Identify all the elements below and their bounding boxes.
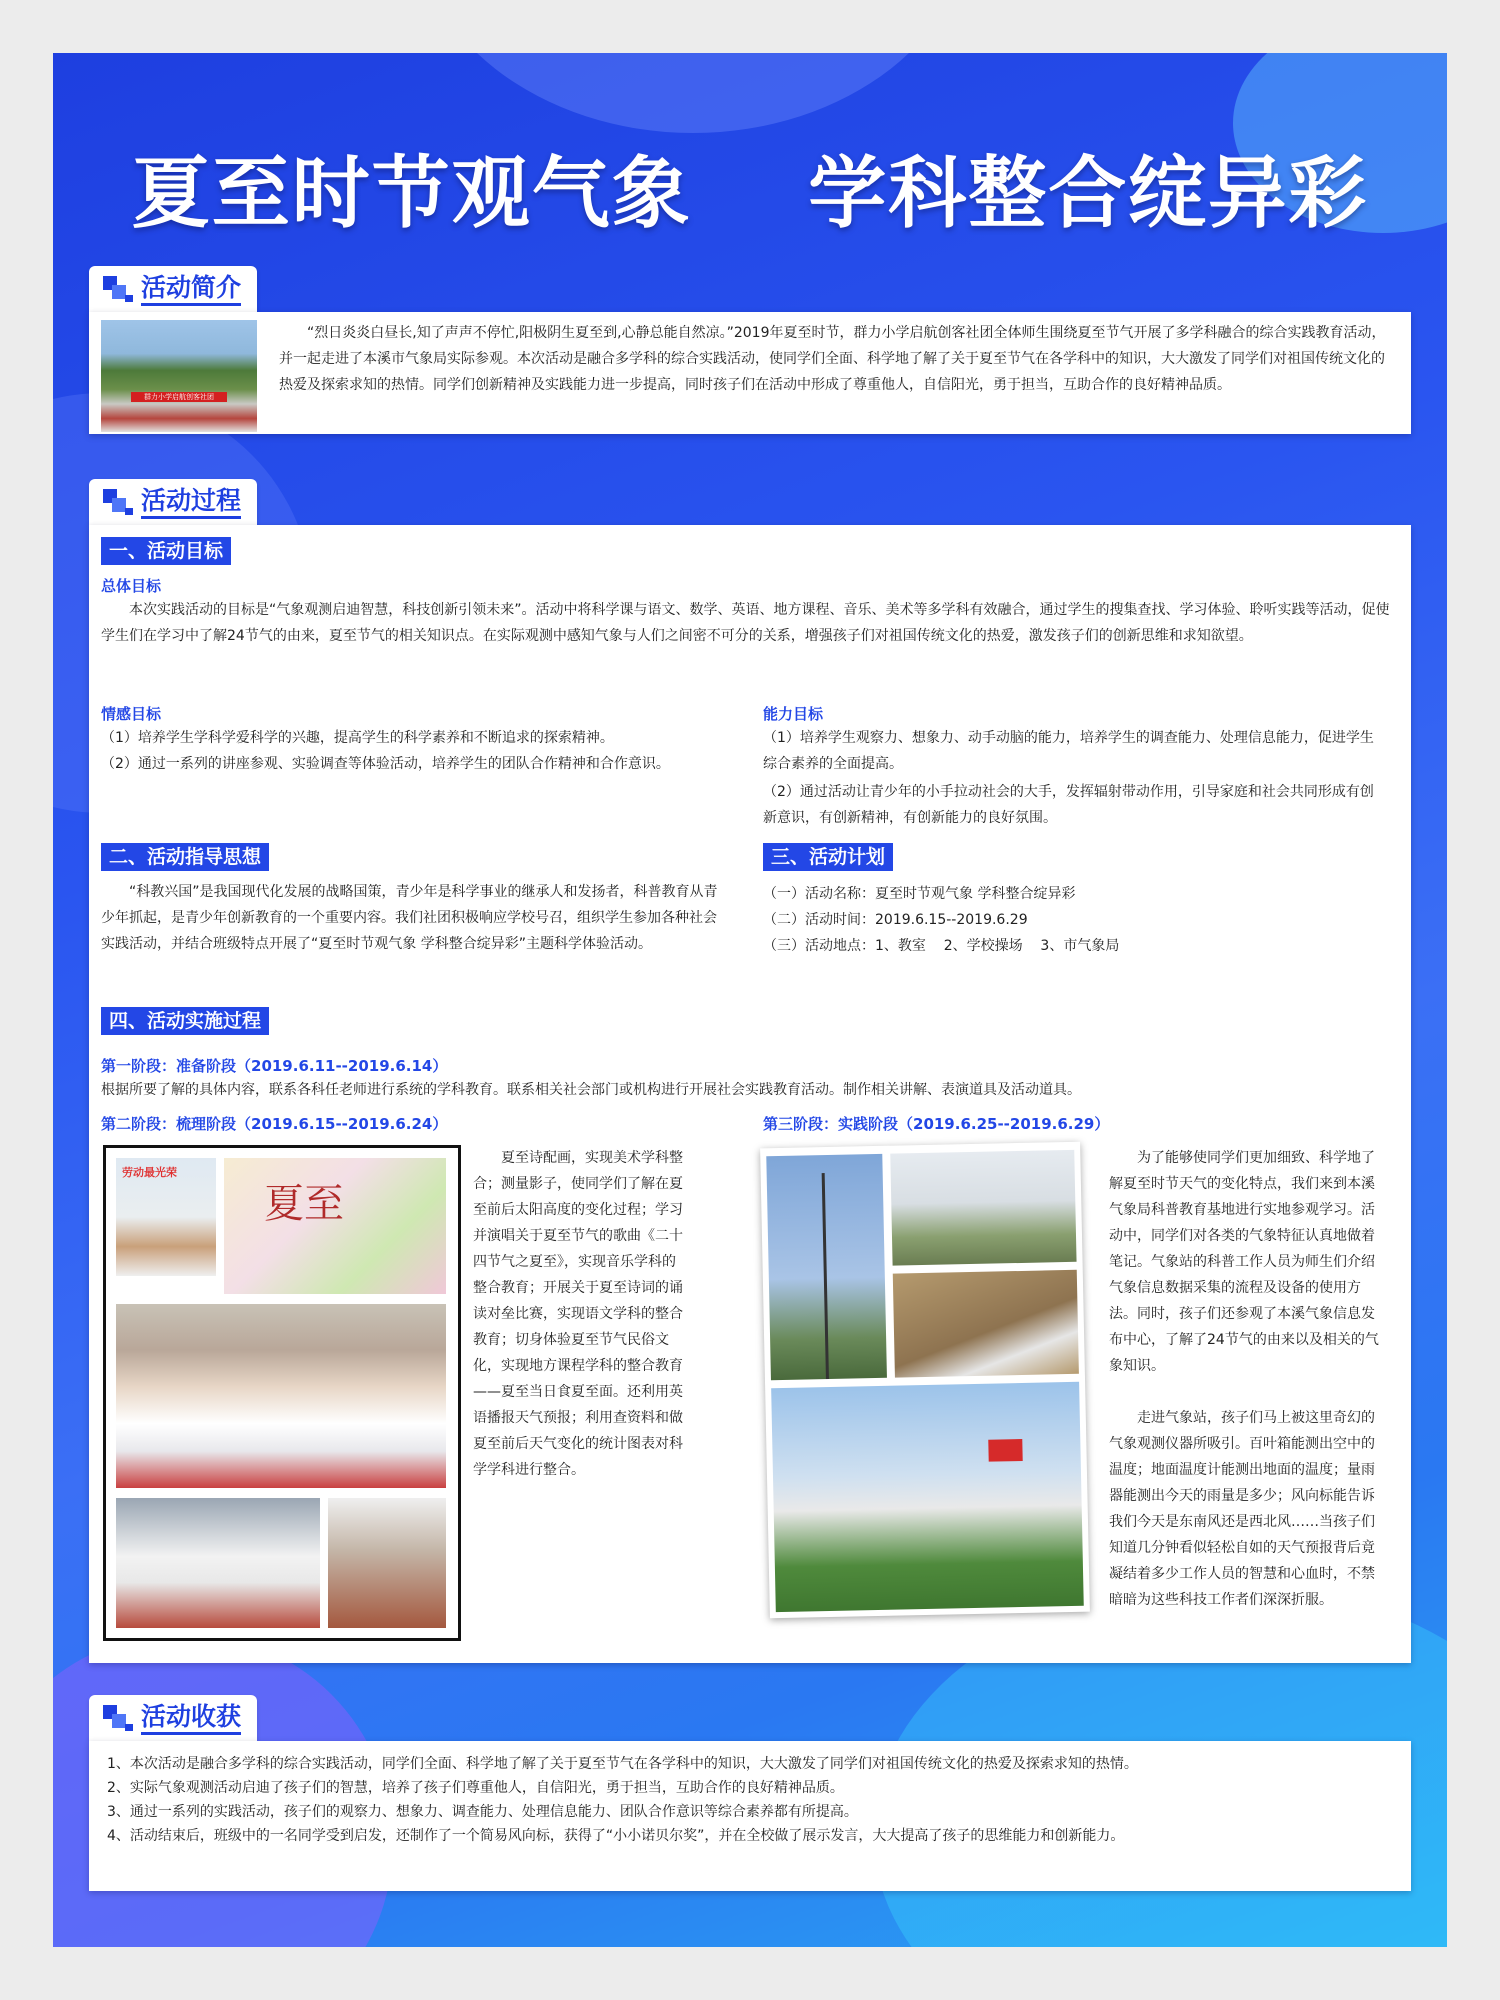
guide-heading: 二、活动指导思想 [101, 843, 269, 871]
process-card [89, 525, 1411, 1663]
plan-heading: 三、活动计划 [763, 843, 893, 871]
stage2-photo-poem-drawing [224, 1158, 446, 1294]
implement-heading: 四、活动实施过程 [101, 1007, 269, 1035]
intro-photo [101, 320, 257, 432]
stage2-photo-collage [103, 1145, 461, 1641]
process-tab [89, 479, 257, 525]
stage3-text-1: 为了能够使同学们更加细致、科学地了解夏至时节天气的变化特点，我们来到本溪气象局科普教育基地进行实地参观学习。活动中，同学们对各类的气象特征认真地做着笔记。气象站的科普工作人员为师生们介绍气象信息数据采集的流程及设备的使用方法。同时，孩子们还参观了本溪气象信息发布中心，了解了24节气的由来以及相关的气象知识。 [1109, 1150, 1379, 1374]
stage3-photo-field-visit [771, 1382, 1084, 1612]
plan-item-1: （一）活动名称：夏至时节观气象 学科整合绽异彩 [763, 886, 1076, 902]
stage2-photo-students [116, 1304, 446, 1488]
stage3-label: 第三阶段：实践阶段（2019.6.25--2019.6.29） [763, 1115, 1110, 1133]
harvest-item-2: 2、实际气象观测活动启迪了孩子们的智慧，培养了孩子们尊重他人，自信阳光，勇于担当，互助合作的良好精神品质。 [107, 1780, 844, 1796]
stage2-photo-song [116, 1158, 216, 1276]
red-flag [988, 1439, 1022, 1462]
ability-goal-item-1: （1）培养学生观察力、想象力、动手动脑的能力，培养学生的调查能力、处理信息能力，促进学生综合素养的全面提高。 [763, 730, 1374, 772]
overall-goal-text: 本次实践活动的目标是“气象观测启迪智慧，科技创新引领未来”。活动中将科学课与语文、数学、英语、地方课程、音乐、美术等多学科有效融合，通过学生的搜集查找、学习体验、聆听实践等活动，促使学生们在学习中了解24节气的由来，夏至节气的相关知识点。在实际观测中感知气象与人们之间密不可分的关系，增强孩子们对祖国传统文化的热爱，激发孩子们的创新思维和求知欲望。 [101, 602, 1390, 644]
stage3-photo-thermometer [893, 1270, 1079, 1378]
stage3-text-2: 走进气象站，孩子们马上被这里奇幻的气象观测仪器所吸引。百叶箱能测出空中的温度；地面温度计能测出地面的温度；量雨器能测出今天的雨量是多少；风向标能告诉我们今天是东南风还是西北风……当孩子们知道几分钟看似轻松自如的天气预报背后竟凝结着多少工作人员的智慧和心血时，不禁暗暗为这些科技工作者们深深折服。 [1109, 1410, 1375, 1608]
stage3-photo-collage [760, 1142, 1090, 1619]
intro-card [89, 312, 1411, 434]
stage2-photo-ground [328, 1498, 446, 1628]
emotion-goal-item-1: （1）培养学生学科学爱科学的兴趣，提高学生的科学素养和不断追求的探索精神。 [101, 730, 614, 746]
stage1-label: 第一阶段：准备阶段（2019.6.11--2019.6.14） [101, 1057, 448, 1075]
harvest-tab [89, 1695, 257, 1741]
overall-goal-label: 总体目标 [101, 577, 162, 595]
emotion-goal-item-2: （2）通过一系列的讲座参观、实验调查等体验活动，培养学生的团队合作精神和合作意识。 [101, 756, 670, 772]
harvest-item-3: 3、通过一系列的实践活动，孩子们的观察力、想象力、调查能力、处理信息能力、团队合作意识等综合素养都有所提高。 [107, 1804, 858, 1820]
stage3-photo-instruments [890, 1150, 1076, 1266]
plan-item-3: （三）活动地点：1、教室 2、学校操场 3、市气象局 [763, 938, 1120, 954]
squares-icon [103, 1705, 133, 1731]
stage2-text: 夏至诗配画，实现美术学科整合；测量影子，使同学们了解在夏至前后太阳高度的变化过程；学习并演唱关于夏至节气的歌曲《二十四节气之夏至》，实现音乐学科的整合教育；开展关于夏至诗词的诵读对垒比赛，实现语文学科的整合教育；切身体验夏至节气民俗文化，实现地方课程学科的整合教育——夏至当日食夏至面。还利用英语播报天气预报；利用查资料和做夏至前后天气变化的统计图表对科学学科进行整合。 [473, 1150, 683, 1478]
harvest-heading: 活动收获 [141, 1702, 241, 1735]
harvest-item-4: 4、活动结束后，班级中的一名同学受到启发，还制作了一个简易风向标，获得了“小小诺贝尔奖”，并在全校做了展示发言，大大提高了孩子的思维能力和创新能力。 [107, 1828, 1125, 1844]
mast-pole [822, 1173, 829, 1379]
intro-photo-banner: 群力小学启航创客社团 [131, 392, 227, 402]
intro-text: “烈日炎炎白昼长,知了声声不停忙,阳极阴生夏至到,心静总能自然凉。”2019年夏至时节，群力小学启航创客社团全体师生围绕夏至节气开展了多学科融合的综合实践教育活动，并一起走进了本溪市气象局实际参观。本次活动是融合多学科的综合实践活动，使同学们全面、科学地了解了关于夏至节气在各学科中的知识，大大激发了同学们对祖国传统文化的热爱及探索求知的热情。同学们创新精神及实践能力进一步提高，同时孩子们在活动中形成了尊重他人，自信阳光，勇于担当，互助合作的良好精神品质。 [279, 325, 1386, 393]
squares-icon [103, 489, 133, 515]
intro-tab [89, 266, 257, 312]
stage2-label: 第二阶段：梳理阶段（2019.6.15--2019.6.24） [101, 1115, 448, 1133]
plan-item-2: （二）活动时间：2019.6.15--2019.6.29 [763, 912, 1028, 928]
stage3-photo-mast [766, 1154, 887, 1380]
stage1-text: 根据所要了解的具体内容，联系各科任老师进行系统的学科教育。联系相关社会部门或机构进行开展社会实践教育活动。制作相关讲解、表演道具及活动道具。 [101, 1082, 1081, 1098]
intro-heading: 活动简介 [141, 273, 241, 306]
harvest-item-1: 1、本次活动是融合多学科的综合实践活动，同学们全面、科学地了解了关于夏至节气在各学科中的知识，大大激发了同学们对祖国传统文化的热爱及探索求知的热情。 [107, 1756, 1138, 1772]
poster [53, 53, 1447, 1947]
squares-icon [103, 276, 133, 302]
ability-goal-item-2: （2）通过活动让青少年的小手拉动社会的大手，发挥辐射带动作用，引导家庭和社会共同形成有创新意识，有创新精神，有创新能力的良好氛围。 [763, 784, 1374, 826]
goals-heading: 一、活动目标 [101, 537, 231, 565]
process-heading: 活动过程 [141, 486, 241, 519]
poster-title: 夏至时节观气象 学科整合绽异彩 [131, 149, 1369, 239]
harvest-card [89, 1741, 1411, 1891]
emotion-goal-label: 情感目标 [101, 705, 162, 723]
stage2-photo-shadow-measure [116, 1498, 320, 1628]
bg-circle-top [413, 53, 973, 133]
guide-text: “科教兴国”是我国现代化发展的战略国策，青少年是科学事业的继承人和发扬者，科普教育从青少年抓起，是青少年创新教育的一个重要内容。我们社团积极响应学校号召，组织学生参加各种社会实践活动，并结合班级特点开展了“夏至时节观气象 学科整合绽异彩”主题科学体验活动。 [101, 884, 718, 952]
stage2-photo-caption: 劳动最光荣 [122, 1166, 177, 1179]
ability-goal-label: 能力目标 [763, 705, 824, 723]
stage2-photo-text: 夏至 [264, 1181, 344, 1227]
